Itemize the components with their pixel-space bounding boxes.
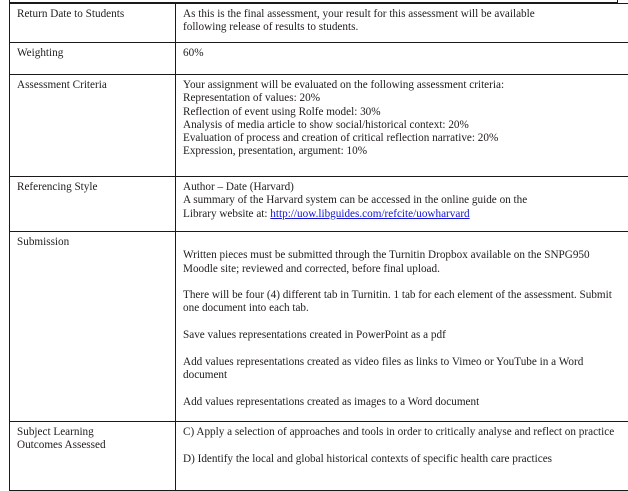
table-row-weighting xyxy=(10,43,628,75)
criteria-item: Representation of values: 20% xyxy=(183,92,627,105)
label-text: Outcomes Assessed xyxy=(17,439,169,452)
row-value-weighting xyxy=(176,43,628,75)
row-value-referencing-style xyxy=(176,177,628,232)
leading-blank-line xyxy=(183,236,627,249)
row-value-return-date xyxy=(176,4,628,43)
row-label-referencing-style xyxy=(10,177,176,232)
criteria-item: Analysis of media article to show social/historical context: 20% xyxy=(183,119,627,132)
row-label-submission xyxy=(10,232,176,422)
row-label-weighting xyxy=(10,43,176,75)
label-text: Referencing Style xyxy=(17,181,169,194)
paragraph-gap xyxy=(183,342,627,355)
submission-paragraph: There will be four (4) different tab in Turnitin. 1 tab for each element of the assessment. Submit one document into each tab. xyxy=(183,289,627,316)
table-row-learning-outcomes xyxy=(10,422,628,491)
submission-paragraph: Add values representations created as video files as links to Vimeo or YouTube in a Word document xyxy=(183,356,627,383)
row-label-return-date xyxy=(10,4,176,43)
harvard-guide-link[interactable]: http://uow.libguides.com/refcite/uowharvard xyxy=(270,208,469,220)
value-line: As this is the final assessment, your result for this assessment will be available xyxy=(183,8,627,21)
referencing-link-line xyxy=(183,208,627,221)
referencing-style-name: Author – Date (Harvard) xyxy=(183,181,627,194)
submission-paragraph: Add values representations created as images to a Word document xyxy=(183,396,627,409)
criteria-item: Reflection of event using Rolfe model: 30% xyxy=(183,106,627,119)
criteria-item: Expression, presentation, argument: 10% xyxy=(183,145,627,158)
value-line: following release of results to students. xyxy=(183,21,627,34)
assessment-information-table xyxy=(9,3,628,491)
referencing-summary-line: A summary of the Harvard system can be accessed in the online guide on the xyxy=(183,194,627,207)
paragraph-gap xyxy=(183,276,627,289)
label-text: Return Date to Students xyxy=(17,8,169,21)
label-text: Assessment Criteria xyxy=(17,79,169,92)
row-value-learning-outcomes xyxy=(176,422,628,491)
paragraph-gap xyxy=(183,382,627,395)
row-value-submission xyxy=(176,232,628,422)
paragraph-gap xyxy=(183,439,627,452)
weighting-value: 60% xyxy=(183,47,627,60)
label-text: Weighting xyxy=(17,47,169,60)
table-row-return-date xyxy=(10,4,628,43)
row-label-learning-outcomes xyxy=(10,422,176,491)
criteria-intro: Your assignment will be evaluated on the following assessment criteria: xyxy=(183,79,627,92)
row-label-assessment-criteria xyxy=(10,75,176,177)
label-text: Subject Learning xyxy=(17,426,169,439)
learning-outcome-item: D) Identify the local and global historical contexts of specific health care practices xyxy=(183,453,627,466)
submission-paragraph: Save values representations created in PowerPoint as a pdf xyxy=(183,329,627,342)
table-row-submission xyxy=(10,232,628,422)
submission-paragraph: Written pieces must be submitted through the Turnitin Dropbox available on the SNPG950 Moodle site; reviewed and corrected, before final upload. xyxy=(183,249,627,276)
paragraph-gap xyxy=(183,316,627,329)
criteria-item: Evaluation of process and creation of critical reflection narrative: 20% xyxy=(183,132,627,145)
row-value-assessment-criteria xyxy=(176,75,628,177)
table-row-referencing-style xyxy=(10,177,628,232)
table-row-assessment-criteria xyxy=(10,75,628,177)
learning-outcome-item: C) Apply a selection of approaches and tools in order to critically analyse and reflect on practice xyxy=(183,426,627,439)
label-text: Submission xyxy=(17,236,169,249)
link-prefix-text: Library website at: xyxy=(183,208,270,220)
